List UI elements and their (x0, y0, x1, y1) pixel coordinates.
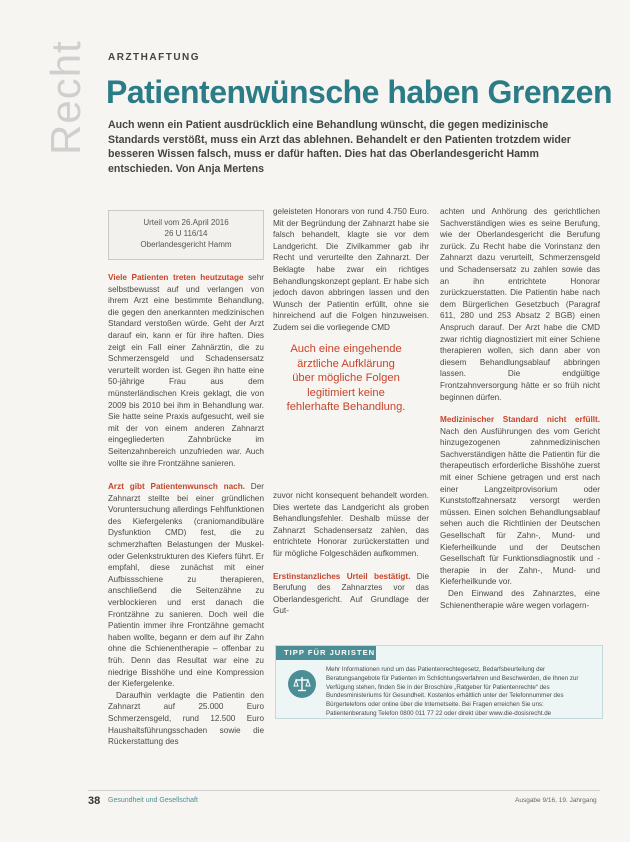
judgment-court: Oberlandesgericht Hamm (140, 240, 232, 249)
kicker: ARZTHAFTUNG (108, 52, 201, 63)
col2-paragraph-1: geleisteten Honorars von rund 4.750 Euro. Mit der Begründung der Zahnarzt habe sie falsch behandelt, klagte sie vor dem Landgericht. Die Zivilkammer gab ihr Recht und verurteilte den Zahnarzt. Der Beklagte habe zwar ein richtiges Behandlungskonzept geplant. Er habe sich jedoch davon abbringen lassen und den Wunsch der Patientin erfüllt, ohne sie hinreichend auf die Folgen hinzuweisen. Zudem sei die vorliegende CMD (273, 207, 429, 332)
scales-icon (288, 670, 316, 698)
lead-paragraph: Auch wenn ein Patient ausdrücklich eine Behandlung wünscht, die gegen medizinische Standards verstößt, muss ein Arzt das ablehnen. Behandelt er den Patienten trotzdem wider besseren Wissen falsch, muss er dafür haften. Dies hat das Oberlandesgericht Hamm entschieden. Von Anja Mertens (108, 119, 571, 175)
judgment-reference: 26 U 116/14 (164, 229, 208, 238)
page-number: 38 (88, 795, 101, 807)
column-2-bottom (273, 490, 429, 640)
tip-box (275, 645, 603, 719)
col1-text-2: Der Zahnarzt stellte bei einer gründlichen Voruntersuchung allerdings Fehlfunktionen des Kiefergelenks (craniomandibuläre Dysfunktion CMD) fest, die zu schmerzhaften Belastungen der Muskel- oder Gelenkstrukturen des Kiefers führt. Er empfahl, diese zunächst mit einer Aufbissschiene zu therapieren, anschließend die Seitenzähne zu verblockieren und erst danach die Frontzähne zu sanieren. Doch weil die Patientin immer ihre Frontzähne gemacht haben wollte, begann er dem auf ihr Zahn ohne die Schienentherapie – offenbar zu früh. Denn das Resultat war eine zu niedrige Bisshöhe und eine Kompression der Kiefergelenke. (108, 482, 264, 689)
column-1 (108, 272, 264, 784)
col3-subhead-2: Medizinischer Standard nicht erfüllt. (440, 415, 600, 425)
issue-info: Ausgabe 9/16, 19. Jahrgang (515, 797, 597, 804)
magazine-name: Gesundheit und Gesellschaft (108, 797, 198, 804)
col3-paragraph-1: achten und Anhörung des gerichtlichen Sachverständigen wies es seine Berufung, wie der Oberlandesgericht die Berufung zurück. Zu Recht habe die Vorinstanz den Zahnarzt dazu verurteilt, Schmerzensgeld und Schadensersatz zu zahlen sowie das an ihn entrichtete Honorar zurückzuerstatten. Die Patientin habe nach dem Bürgerlichen Gesetzbuch (Paragraf 611, 280 und 253 Absatz 2 BGB) einen Anspruch darauf. Der Arzt habe die CMD zwar richtig diagnostiziert mit einer Schiene therapieren wollen, sich dann aber von diesem Behandlungsablauf abbringen lassen. Die endgültige Frontzahnversorgung hätte er so früh nicht beginnen dürfen. (440, 207, 600, 402)
judgment-date: Urteil vom 26.April 2016 (143, 218, 229, 227)
col3-paragraph-2 (440, 414, 600, 588)
col1-subhead-1: Viele Patienten treten heutzutage (108, 273, 244, 282)
section-word: Recht (42, 40, 89, 155)
col1-paragraph-1 (108, 272, 264, 469)
col2-paragraph-3 (273, 571, 429, 617)
col2-subhead-3: Erstinstanzliches Urteil bestätigt. (273, 571, 411, 581)
col3-paragraph-3: Den Einwand des Zahnarztes, eine Schienentherapie wäre wegen vorlagern- (440, 589, 600, 610)
column-2-top (273, 206, 429, 340)
col2-text-3: Die Berufung des Zahnarztes vor das Oberlandesgericht. Auf Grundlage der Gut- (273, 571, 429, 616)
col2-paragraph-2: zuvor nicht konsequent behandelt worden. Dies wertete das Landgericht als groben Behandlungsfehler. Deshalb müsse der Zahnarzt Schadensersatz zahlen, das entrichtete Honorar zurückerstatten und für mögliche Folgeschäden aufkommen. (273, 491, 429, 558)
col1-text-1: sehr selbstbewusst auf und verlangen von ihrem Arzt eine bestimmte Behandlung, die gegen den anerkannten medizinischen Standard verstoßen würde. Geht der Arzt darauf ein, kann er für ihre haften. Dies zeigt ein Fall einer Zahnärztin, die zu Schmerzensgeld und Schadensersatz verurteilt worden ist. Gegen ihn hatte eine 50-jährige Frau aus dem münsterländischen Kreis geklagt, die von 2009 bis 2010 bei ihm in Behandlung war. Sie hatte seine Praxis aufgesucht, weil sie mit der von einem anderen Zahnarzt eingegliederten Zahnbrücke im Seitenzahnbereich unzufrieden war. Auch vollte sie ihre Frontzähne sanieren. (108, 273, 264, 468)
column-3 (440, 206, 600, 640)
col1-paragraph-2 (108, 481, 264, 690)
col1-subhead-2: Arzt gibt Patientenwunsch nach. (108, 482, 246, 492)
judgment-info-box (108, 210, 264, 260)
tip-text: Mehr Informationen rund um das Patientenrechtegesetz, Bedarfsbeurteilung der Beratungsangebote für Patienten im Schlichtungsverfahren und Beschwerden, die Ihnen zur Verfügung stehen, finden Sie in der Broschüre „Ratgeber für Patientenrechte“ des Bundesministeriums für Gesundheit. Kostenlos erhältlich unter der Telefonnummer des Bürgertelefons oder online über die Internetseite. Bei Fragen erreichen Sie uns: Patientenberatung Telefon 0800 011 77 22 oder direkt über www.die-dosisrecht.de (326, 666, 579, 717)
footer-rule (88, 790, 600, 791)
tip-label: TIPP FÜR JURISTEN (276, 646, 376, 660)
col3-text-2: Nach den Ausführungen des vom Gericht hinzugezogenen zahnmedizinischen Sachverständigen hätte die Patientin für die therapeutisch erforderliche Bisshöhe zuerst mit einer Schiene getragen und erst nach einer Langzeitprovisorium oder Kunststoffzahnersatz versorgt werden müssen. Einen solchen Behandlungsablauf sehen auch die Richtlinien der Deutschen Gesellschaft für Zahn-, Mund- und Kieferheilkunde und der Deutschen Gesellschaft für Funktionsdiagnostik und -therapie in der Zahn-, Mund- und Kieferheilkunde vor. (440, 426, 600, 587)
pull-quote: Auch eine eingehende ärztliche Aufklärung über mögliche Folgen legitimiert keine fehlerhafte Behandlung. (286, 343, 406, 413)
headline: Patientenwünsche haben Grenzen (106, 74, 612, 110)
col1-paragraph-3: Daraufhin verklagte die Patientin den Zahnarzt auf 25.000 Euro Schmerzensgeld, rund 12.500 Euro Haushaltsführungsschaden sowie die Rückerstattung des (108, 690, 264, 747)
